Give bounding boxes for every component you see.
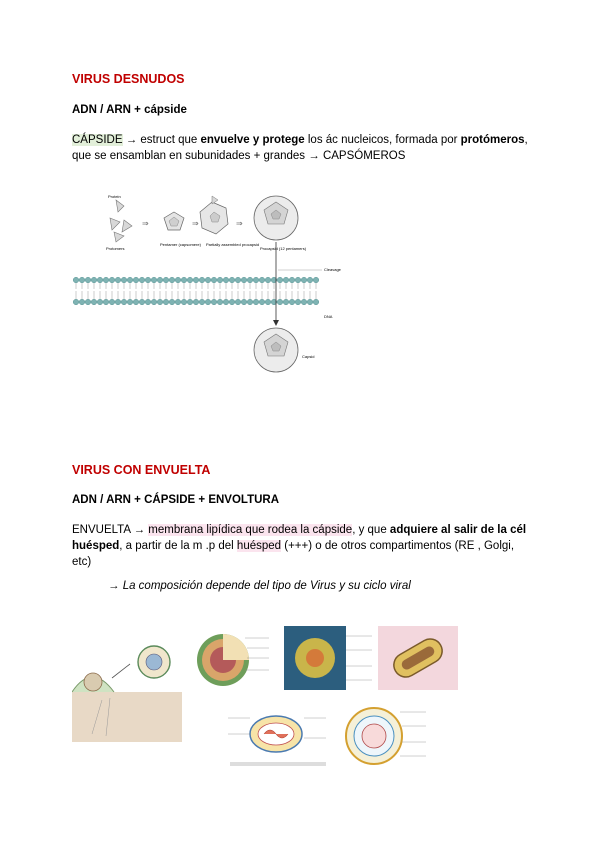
- lipid-head: [229, 277, 235, 283]
- lipid-head: [109, 277, 115, 283]
- lipid-head: [307, 277, 313, 283]
- lipid-head: [127, 277, 133, 283]
- poxvirus-diagram-figure: [228, 704, 328, 770]
- lipid-head: [169, 299, 175, 305]
- lipid-head: [301, 277, 307, 283]
- lipid-head: [223, 277, 229, 283]
- lipid-head: [193, 277, 199, 283]
- lipid-head: [109, 299, 115, 305]
- text-span: → estruct que: [122, 134, 201, 146]
- lipid-head: [97, 299, 103, 305]
- lipid-head: [103, 299, 109, 305]
- procapsid-icon: [254, 196, 298, 240]
- lipid-head: [307, 299, 313, 305]
- lipid-head: [91, 277, 97, 283]
- lipid-head: [265, 299, 271, 305]
- text-span: (+++) o de otros compartimentos (RE , Golgi, etc): [72, 540, 515, 568]
- lipid-head: [205, 277, 211, 283]
- fig-label-capsid: Capsid: [302, 354, 315, 359]
- lipid-head: [241, 299, 247, 305]
- lipid-bilayer-icon: [73, 277, 319, 305]
- lipid-head: [217, 277, 223, 283]
- herpesvirus-diagram-figure: [334, 704, 428, 770]
- bold-span: envuelve y protege: [200, 134, 305, 146]
- fig-label-partial: Partially assembled procapsid: [206, 242, 260, 247]
- capsid-icon: [254, 328, 298, 372]
- lipid-head: [103, 277, 109, 283]
- bold-span: protómeros: [460, 134, 525, 146]
- lipid-head: [313, 299, 319, 305]
- lipid-head: [181, 299, 187, 305]
- lipid-head: [73, 277, 79, 283]
- capside-term: CÁPSIDE: [72, 134, 123, 146]
- lipid-head: [283, 277, 289, 283]
- lipid-head: [187, 277, 193, 283]
- fig-label-cleavage: Cleavage: [324, 267, 341, 272]
- lipid-head: [163, 299, 169, 305]
- lipid-head: [157, 299, 163, 305]
- lipid-head: [73, 299, 79, 305]
- lipid-head: [259, 277, 265, 283]
- lipid-head: [277, 299, 283, 305]
- lipid-head: [295, 299, 301, 305]
- bold-span: adquiere al salir de la cél: [389, 524, 527, 536]
- lipid-head: [223, 299, 229, 305]
- lipid-head: [253, 277, 259, 283]
- capside-paragraph: [72, 132, 532, 164]
- rod-virus-figure: [378, 626, 458, 690]
- lipid-head: [193, 299, 199, 305]
- lipid-head: [241, 277, 247, 283]
- lipid-head: [283, 299, 289, 305]
- lipid-head: [121, 299, 127, 305]
- section-subtitle-envuelta: ADN / ARN + CÁPSIDE + ENVOLTURA: [72, 494, 280, 506]
- arrow-icon: ⇒: [236, 219, 243, 228]
- text-span: , y que: [352, 524, 390, 536]
- budding-virus-figure: [72, 642, 182, 742]
- lipid-head: [277, 277, 283, 283]
- text-span: , a partir de la m .p del: [119, 540, 237, 552]
- lipid-head: [79, 277, 85, 283]
- lipid-head: [169, 277, 175, 283]
- fig-label-pentamer: Pentamer (capsomere): [160, 242, 201, 247]
- pentamer-icon: [164, 212, 184, 230]
- lipid-head: [289, 299, 295, 305]
- arrow-down-icon: [273, 320, 279, 326]
- lipid-head: [181, 277, 187, 283]
- lipid-head: [145, 299, 151, 305]
- lipid-head: [115, 299, 121, 305]
- section-title-virus-envuelta: VIRUS CON ENVUELTA: [72, 463, 211, 477]
- lipid-head: [235, 277, 241, 283]
- fig-label-procapsid: Procapsid (12 pentamers): [260, 246, 307, 251]
- composition-note: → La composición depende del tipo de Virus y su ciclo viral: [108, 580, 411, 592]
- lipid-head: [163, 277, 169, 283]
- micrograph-virus-figure: [284, 626, 374, 690]
- lipid-head: [217, 299, 223, 305]
- lipid-head: [205, 299, 211, 305]
- lipid-head: [313, 277, 319, 283]
- lipid-head: [175, 299, 181, 305]
- lipid-head: [199, 277, 205, 283]
- lipid-head: [229, 299, 235, 305]
- lipid-head: [199, 299, 205, 305]
- lipid-head: [247, 299, 253, 305]
- lipid-head: [295, 277, 301, 283]
- lipid-head: [235, 299, 241, 305]
- lipid-head: [91, 299, 97, 305]
- lipid-head: [175, 277, 181, 283]
- envuelta-paragraph: [72, 522, 532, 570]
- lipid-head: [253, 299, 259, 305]
- highlight-span: huésped: [236, 540, 282, 552]
- lipid-head: [247, 277, 253, 283]
- lipid-head: [121, 277, 127, 283]
- lipid-head: [211, 299, 217, 305]
- text-span: ,: [524, 134, 528, 146]
- highlight-span: membrana lipídica que rodea la cápside: [148, 524, 353, 536]
- lipid-head: [139, 299, 145, 305]
- enveloped-virus-3d-figure: [193, 628, 273, 690]
- protomers-icon: [110, 200, 132, 242]
- lipid-head: [133, 277, 139, 283]
- partial-procapsid-icon: [200, 196, 228, 234]
- lipid-head: [85, 299, 91, 305]
- section-subtitle-desnudos: ADN / ARN + cápside: [72, 104, 187, 116]
- lipid-head: [265, 277, 271, 283]
- lipid-head: [157, 277, 163, 283]
- arrow-icon: ⇒: [142, 219, 149, 228]
- lipid-head: [133, 299, 139, 305]
- capsid-assembly-figure: [72, 188, 362, 378]
- lipid-head: [187, 299, 193, 305]
- lipid-head: [289, 277, 295, 283]
- lipid-head: [259, 299, 265, 305]
- lipid-head: [151, 299, 157, 305]
- text-span: los ác nucleicos, formada por: [304, 134, 461, 146]
- lipid-head: [127, 299, 133, 305]
- lipid-head: [79, 299, 85, 305]
- lipid-head: [211, 277, 217, 283]
- arrow-icon: ⇒: [192, 219, 199, 228]
- lipid-head: [139, 277, 145, 283]
- fig-label-protein: Protein: [108, 194, 121, 199]
- text-span: ENVUELTA →: [72, 524, 149, 536]
- text-span: que se ensamblan en subunidades + grandes → CAPSÓMEROS: [72, 150, 406, 162]
- bold-span: huésped: [72, 540, 120, 552]
- lipid-head: [115, 277, 121, 283]
- section-title-virus-desnudos: VIRUS DESNUDOS: [72, 72, 185, 86]
- lipid-head: [97, 277, 103, 283]
- lipid-head: [301, 299, 307, 305]
- fig-label-protomers: Protomers: [106, 246, 125, 251]
- lipid-head: [145, 277, 151, 283]
- fig-label-dna: DNA: [324, 314, 333, 319]
- lipid-head: [85, 277, 91, 283]
- lipid-head: [151, 277, 157, 283]
